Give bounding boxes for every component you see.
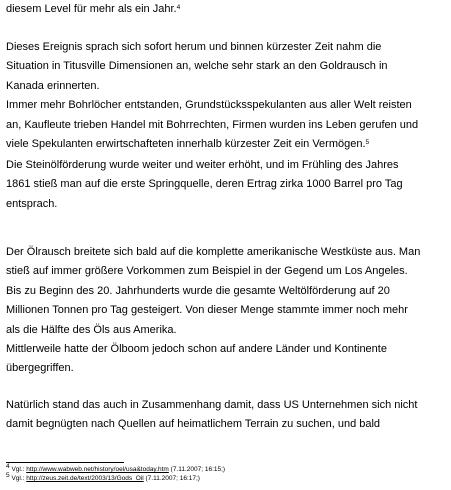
footnote-suffix: (7.11.2007; 16:15;) xyxy=(168,466,226,473)
footnote-prefix: Vgl.: xyxy=(11,466,27,473)
paragraph-3 xyxy=(6,156,403,214)
paragraph-line: entsprach. xyxy=(6,197,58,210)
paragraph-line: stieß auf immer größere Vorkommen zum Beispiel in der Gegend um Los Angeles. xyxy=(6,265,408,278)
footnote-suffix: (7.11.2007; 16:17;) xyxy=(143,475,200,482)
paragraph-line: 1861 stieß man auf die erste Springquelle, deren Ertrag zirka 1000 Barrel pro Tag xyxy=(6,178,403,191)
footnote-number: 5 xyxy=(6,472,10,479)
footnote-separator xyxy=(6,462,124,463)
footnote-link[interactable]: http://zeus.zeit.de/text/2003/13/Gods_Oil xyxy=(26,475,144,482)
paragraph-line: an, Kaufleute trieben Handel mit Bohrrechten, Firmen wurden ins Leben gerufen und xyxy=(6,118,419,131)
paragraph-line: Situation in Titusville Dimensionen an, welche sehr stark an den Goldrausch in xyxy=(6,60,388,73)
paragraph-line: Die Steinölförderung wurde weiter und weiter erhöht, und im Frühling des Jahres xyxy=(6,159,399,171)
paragraph-line: Bis zu Beginn des 20. Jahrhunderts wurde die gesamte Weltölförderung auf 20 xyxy=(6,284,390,297)
paragraph-1 xyxy=(6,0,180,19)
paragraph-line: damit begnügten nach Quellen auf heimatlichem Terrain zu suchen, und bald xyxy=(6,418,381,431)
paragraph-line: Immer mehr Bohrlöcher entstanden, Grundstücksspekulanten aus aller Welt reisten xyxy=(6,99,412,112)
paragraph-line: Mittlerweile hatte der Ölboom jedoch schon auf andere Länder und Kontinente xyxy=(6,343,387,356)
paragraph-line: übergegriffen. xyxy=(6,362,74,375)
paragraph-2 xyxy=(6,38,418,154)
paragraph-5 xyxy=(6,396,418,435)
paragraph-line: Dieses Ereignis sprach sich sofort herum und binnen kürzester Zeit nahm die xyxy=(6,41,382,53)
paragraph-line: diesem Level für mehr als ein Jahr.$^4$ xyxy=(6,3,181,15)
paragraph-line: viele Spekulanten erwirtschafteten innerhalb kürzester Zeit ein Vermögen.$^5$ xyxy=(6,138,370,151)
paragraph-line: Der Ölrausch breitete sich bald auf die komplette amerikanische Westküste aus. Man xyxy=(6,246,421,258)
footnote-number: 4 xyxy=(6,463,10,470)
footnote-prefix: Vgl.: xyxy=(11,475,27,482)
footnote-link[interactable]: http://www.wabweb.net/history/oel/usa&today.htm xyxy=(26,466,169,473)
paragraph-line: Kanada erinnerten. xyxy=(6,79,100,92)
footnote-5 xyxy=(6,472,200,483)
paragraph-4 xyxy=(6,243,420,379)
footnote-4 xyxy=(6,463,226,474)
paragraph-line: Natürlich stand das auch in Zusammenhang damit, dass US Unternehmen sich nicht xyxy=(6,399,418,411)
footnote-ref-5[interactable]: 5 xyxy=(365,139,370,147)
paragraph-line: als die Hälfte des Öls aus Amerika. xyxy=(6,323,177,336)
footnote-ref-4[interactable]: 4 xyxy=(176,4,181,11)
paragraph-line: Millionen Tonnen pro Tag gesteigert. Von dieser Menge stammte immer noch mehr xyxy=(6,304,408,317)
